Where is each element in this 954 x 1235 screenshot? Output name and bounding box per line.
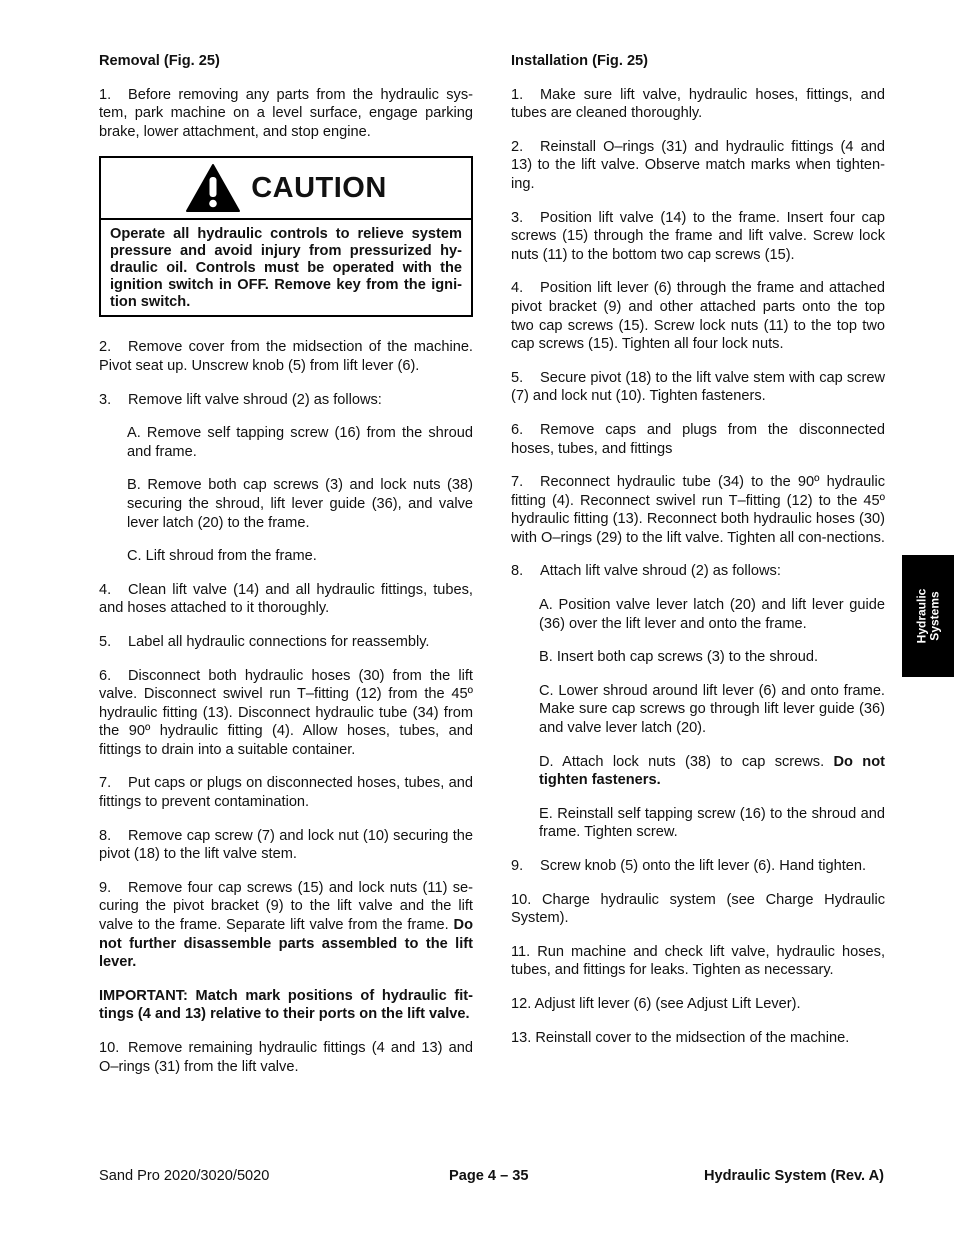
install-step-4: 4. Position lift lever (6) through the frame and attached pivot bracket (9) and other attached parts onto the top two cap screws (15). Screw lock nuts (11) to the top two cap screws (15). Tighten all four lock nuts.: [511, 280, 885, 353]
footer-section: Hydraulic System (Rev. A): [703, 1168, 884, 1184]
warning-triangle-icon: [185, 163, 241, 213]
install-step-1: 1. Make sure lift valve, hydraulic hoses, fittings, and tubes are cleaned thoroughly.: [511, 86, 885, 122]
removal-step-1: 1. Before removing any parts from the hydraulic sys-tem, park machine on a level surface, engage parking brake, lower attachment, and stop engine.: [99, 86, 473, 140]
install-step-5: 5. Secure pivot (18) to the lift valve stem with cap screw (7) and lock nut (10). Tighten fasteners.: [511, 369, 885, 405]
removal-step-3: 3. Remove lift valve shroud (2) as follows:: [99, 391, 382, 408]
important-note: IMPORTANT: Match mark positions of hydraulic fit-tings (4 and 13) relative to their ports on the lift valve.: [99, 987, 473, 1023]
removal-heading: Removal (Fig. 25): [99, 53, 220, 69]
removal-step-10: 10. Remove remaining hydraulic fittings (4 and 13) and O–rings (31) from the lift valve.: [99, 1040, 473, 1075]
caution-header: [101, 158, 471, 220]
left-column: [99, 52, 473, 1091]
removal-step-8: 8. Remove cap screw (7) and lock nut (10) securing the pivot (18) to the lift valve stem.: [99, 827, 473, 863]
removal-step-4: 4. Clean lift valve (14) and all hydraulic fittings, tubes, and hoses attached to it thoroughly.: [99, 581, 473, 617]
install-step-8a: A. Position valve lever latch (20) and lift lever guide (36) over the lift lever and onto the frame.: [539, 597, 885, 632]
install-step-8e: E. Reinstall self tapping screw (16) to the shroud and frame. Tighten screw.: [539, 805, 885, 841]
install-step-8: 8. Attach lift valve shroud (2) as follows:: [511, 563, 781, 580]
install-step-8b: B. Insert both cap screws (3) to the shroud.: [539, 649, 819, 666]
removal-step-3c: C. Lift shroud from the frame.: [127, 548, 317, 565]
install-step-8c: C. Lower shroud around lift lever (6) and onto frame. Make sure cap screws go through lift lever guide (36) and valve lever latch (20).: [539, 682, 885, 737]
removal-step-9: 9. Remove four cap screws (15) and lock nuts (11) se-curing the pivot bracket (9) to the lift valve and the lift valve to the frame. Separate lift valve from the frame. Do not further disassemble parts assembled to the lift lever.: [99, 879, 473, 971]
install-step-7: 7. Reconnect hydraulic tube (34) to the 90º hydraulic fitting (4). Reconnect swivel run T–fitting (12) to the 45º hydraulic fitting (13). Reconnect both hydraulic hoses (30) with O–rings (29) to the lift valve. Tighten all con-nections.: [511, 474, 885, 546]
footer-page-number: Page 4 – 35: [449, 1168, 529, 1184]
caution-text: Operate all hydraulic controls to relieve system pressure and avoid injury from pressurized hy-draulic oil. Controls must be operated with the ignition switch in OFF. Remove key from the igni-tion switch.: [110, 226, 462, 311]
removal-step-7: 7. Put caps or plugs on disconnected hoses, tubes, and fittings to prevent contamination.: [99, 775, 473, 811]
section-tab: [902, 555, 954, 677]
install-step-12: 12. Adjust lift lever (6) (see Adjust Lift Lever).: [511, 995, 801, 1012]
install-step-10: 10. Charge hydraulic system (see Charge Hydraulic System).: [511, 891, 885, 927]
removal-step-3b: B. Remove both cap screws (3) and lock nuts (38) securing the shroud, lift lever guide (36), and valve lever latch (20) to the frame.: [127, 477, 473, 531]
removal-step-6: 6. Disconnect both hydraulic hoses (30) from the lift valve. Disconnect swivel run T–fitting (12) from the 45º hydraulic fitting (13). Disconnect hydraulic tube (34) from the 90º hydraulic fitting (4). Allow hoses, tubes, and fittings to drain into a suitable container.: [99, 667, 473, 758]
removal-step-5: 5. Label all hydraulic connections for reassembly.: [99, 633, 430, 650]
removal-step-2: 2. Remove cover from the midsection of the machine. Pivot seat up. Unscrew knob (5) from lift lever (6).: [99, 339, 473, 374]
installation-heading: Installation (Fig. 25): [511, 53, 649, 69]
install-step-13: 13. Reinstall cover to the midsection of the machine.: [511, 1029, 850, 1046]
caution-title: CAUTION: [251, 172, 387, 205]
install-step-11: 11. Run machine and check lift valve, hydraulic hoses, tubes, and fittings for leaks. Tighten as necessary.: [511, 943, 885, 979]
install-step-2: 2. Reinstall O–rings (31) and hydraulic fittings (4 and 13) to the lift valve. Observe match marks when tighten-ing.: [511, 138, 885, 192]
install-step-6: 6. Remove caps and plugs from the disconnected hoses, tubes, and fittings: [511, 421, 885, 457]
footer-model: Sand Pro 2020/3020/5020: [99, 1168, 270, 1184]
install-step-8d: D. Attach lock nuts (38) to cap screws. Do not tighten fasteners.: [539, 753, 885, 789]
removal-step-3a: A. Remove self tapping screw (16) from the shroud and frame.: [127, 425, 473, 460]
install-step-3: 3. Position lift valve (14) to the frame. Insert four cap screws (15) through the frame and lift valve. Screw lock nuts (11) to the bottom two cap screws (15).: [511, 209, 885, 263]
install-step-9: 9. Screw knob (5) onto the lift lever (6). Hand tighten.: [511, 858, 867, 874]
right-column: [511, 52, 885, 1062]
caution-box: [99, 156, 473, 317]
section-tab-label: Hydraulic Systems: [914, 588, 941, 644]
